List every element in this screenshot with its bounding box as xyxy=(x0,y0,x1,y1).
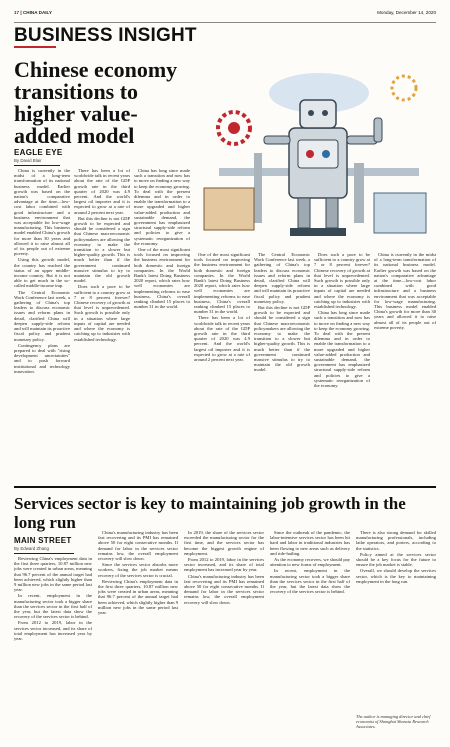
masthead-date xyxy=(377,10,436,15)
story2-byline-rule xyxy=(14,553,74,554)
story2-col4 xyxy=(270,530,350,740)
robot-illustration xyxy=(194,58,436,248)
story2-col1 xyxy=(14,556,92,740)
paragraph: Does such a pace to be sufficient to a country grow at 7 or 8 percent forever? Chinese recovery of growth at that level is unprecedented. Such growth is possible only in a situation where large inputs of capital are needed and where the economy is catching up to industries with established technology. xyxy=(314,252,370,310)
paragraph: Reviewing China's employment data in the first three quarters, 10.87 million new jobs were created in urban areas, meaning that 96.7 percent of the annual target had been achieved, which slightly higher than 9 million new jobs in the same period last year. xyxy=(98,578,178,616)
story1-col6 xyxy=(314,252,370,480)
story1-headline: Chinese economy transitions to higher value-added model xyxy=(14,57,178,148)
paragraph: There is also strong demand for skilled manufacturing professionals, including lathe operators, and porters, according to the statistics. xyxy=(356,530,436,551)
paragraph: China is currently in the midst of a long-term transformation of its national business model. Earlier growth was based on the nation's comparative advantage at the time—low-cost labor combined with good infrastructure and a business environment that was acceptable for low-wage manufacturing. This business model enabled China's growth for more than 30 years and allowed it to raise almost all of its people out of extreme poverty. xyxy=(374,252,436,330)
paragraph: From 2012 to 2019, labor in the services sector increased, and its share of total employment has increased year by year. xyxy=(14,620,92,642)
story1-col7 xyxy=(374,252,436,480)
story2-byline: By Edward Zhang xyxy=(14,546,49,551)
paragraph: There has been a lot of worldwide talk in recent years about the rate of the GDP growth rate in the third quarter of 2020 was 4.9 percent. And the world's largest oil importer and it is expected to grow at a rate of around 2 percent next year. xyxy=(74,168,130,215)
author-note: The author is managing director and chief economist of Shanghai Shanxia Research Associates. xyxy=(356,714,431,729)
paragraph: In recent, employment in the manufacturing sector took a bigger share than the services sector in the first half of the year, but the latest data show the recovery of the services sector is behind. xyxy=(270,568,350,595)
paragraph: One of the most significant tools focused on improving the business environment for both domestic and foreign companies. In the World Bank's latest Doing Business 2020 report, which rates how well economies are implementing reforms to ease business, China's overall ranking climbed 15 places to number 31 in the world. xyxy=(194,252,250,315)
story1-byline: By David Blair xyxy=(14,158,42,163)
paragraph: The Central Economic Work Conference last week, a gathering of China's top leaders to discuss economic issues and reform plans in detail, clarified China will deepen supply-side reform and will maintain its proactive fiscal policy and prudent monetary policy. xyxy=(254,252,310,304)
paragraph: Does such a pace to be sufficient to a country grow at 7 or 8 percent forever? Chinese recovery of growth at that level is unprecedented. Such growth is possible only in a situation where large inputs of capital are needed and where the economy is catching up to industries with established technology. xyxy=(74,284,130,342)
story1-byline-rule xyxy=(14,165,60,166)
paragraph: China has long since made such a transition and now has to move on finding a new way to keep the economy growing. To deal with the present dilemma and in order to enable the transformation to a more upgraded and higher value-added production and sustainable demand, the government has emphasized structural supply-side reform and policies to give a systematic reorganization of the economy. xyxy=(314,310,370,389)
paragraph: As the economy recovers, we should pay attention to new forms of employment. xyxy=(270,557,350,568)
story1-col4 xyxy=(194,252,250,480)
story2-col2 xyxy=(98,530,178,740)
paragraph: China's manufacturing industry has been fast recovering and its PMI has remained above 50 for eight consecutive months. If demand for labor in the services sector remains low, the overall employment recovery will slow down. xyxy=(98,530,178,562)
date-text: Monday, December 14, 2020 xyxy=(377,10,436,15)
story2-col3 xyxy=(184,530,264,740)
paper-name: CHINA DAILY xyxy=(22,10,52,15)
paragraph: China's manufacturing industry has been fast recovering and its PMI has remained above 50 for eight consecutive months. If demand for labor in the services sector remains low, the overall employment recovery will slow down. xyxy=(184,573,264,605)
paragraph: China has long since made such a transition and now has to move on finding a new way to keep the economy growing. To deal with the present dilemma and in order to enable the transformation to a more upgraded and higher value-added production and sustainable demand, the government has emphasized structural supply-side reform and policies to give a systematic reorganization of the economy. xyxy=(134,168,190,246)
paragraph: Overall, we should develop the services sector, which is the key to maintaining employment in the long run. xyxy=(356,568,436,584)
story1-col2 xyxy=(74,168,130,480)
page-number: 17 xyxy=(14,10,20,15)
paragraph: Since the services sector absorbs more workers, fixing the job market means recovery of the services sector is crucial. xyxy=(98,562,178,578)
paragraph: China is currently in the midst of a long-term transformation of its national business model. Earlier growth was based on the nation's comparative advantage at the time—low-cost labor combined with good infrastructure and a business environment that was acceptable for low-wage manufacturing. This business model enabled China's growth for more than 30 years and allowed it to raise almost all of its people out of extreme poverty. xyxy=(14,168,70,257)
story2-headline: Services sector is key to maintaining job growth in the long run xyxy=(14,494,406,532)
story1-column-name: EAGLE EYE xyxy=(14,148,63,157)
story1-col5 xyxy=(254,252,310,480)
story1-col1 xyxy=(14,168,70,480)
paragraph: Policy aimed at the services sector should be a key focus for the future to ensure the job market is stable. xyxy=(356,551,436,568)
paragraph: But this decline is not GDP growth to be expected and should be considered a sign that Chinese macroeconomic policymakers are allowing the economy to make the transition to a slower but higher-quality growth. This is much better than if the government continued massive stimulus to try to maintain the old growth model. xyxy=(74,215,130,284)
masthead xyxy=(14,8,436,23)
story1-col3 xyxy=(134,168,190,480)
story2-col5 xyxy=(356,530,436,710)
story-divider xyxy=(14,486,436,488)
paragraph: Using this growth model, the country has reached the status of an upper middle-income country. But it is not able to get much in the so-called middle-income trap. xyxy=(14,257,70,289)
paragraph: The Central Economic Work Conference last week, a gathering of China's top leaders to discuss economic issues and reform plans in detail, clarified China will deepen supply-side reform and will maintain its proactive fiscal policy and prudent monetary policy. xyxy=(14,289,70,342)
masthead-logo: 17 | CHINA DAILY xyxy=(14,10,52,15)
section-rule xyxy=(14,46,56,48)
paragraph: In 2019, the share of the services sector exceeded the manufacturing sector for the first time, and the services sector has become the biggest growth engine of employment. xyxy=(184,530,264,556)
paragraph: In recent, employment in the manufacturing sector took a bigger share than the services sector in the first half of the year, but the latest data show the recovery of the services sector is behind. xyxy=(14,593,92,620)
paragraph: There has been a lot of worldwide talk in recent years about the rate of the GDP growth rate in the third quarter of 2020 was 4.9 percent. And the world's largest oil importer and it is expected to grow at a rate of around 2 percent next year. xyxy=(194,315,250,363)
paragraph: One of the most significant tools focused on improving the business environment for both domestic and foreign companies. In the World Bank's latest Doing Business 2020 report, which rates how well economies are implementing reforms to ease business, China's overall ranking climbed 15 places to number 31 in the world. xyxy=(134,247,190,310)
story2-column-name: MAIN STREET xyxy=(14,536,72,545)
paragraph: Since the outbreak of the pandemic, the labor-intensive services sector has been hit hard and labor in traditional industries has been flowing to new areas such as delivery and ride-hailing. xyxy=(270,530,350,556)
paragraph: Contingency plans are prepared to deal with "rising development uncertainties" and to push forward institutional and technology innovation. xyxy=(14,342,70,374)
paragraph: From 2012 to 2019, labor in the services sector increased, and its share of total employment has increased year by year. xyxy=(184,557,264,573)
paragraph: But this decline is not GDP growth to be expected and should be considered a sign that Chinese macroeconomic policymakers are allowing the economy to make the transition to a slower but higher-quality growth. This is much better than if the government continued massive stimulus to try to maintain the old growth model. xyxy=(254,305,310,373)
paragraph: Reviewing China's employment data in the first three quarters, 10.87 million new jobs were created in urban areas, meaning that 96.7 percent of the annual target had been achieved, which slightly higher than 9 million new jobs in the same period last year. xyxy=(14,556,92,593)
section-title: BUSINESS INSIGHT xyxy=(14,25,197,46)
